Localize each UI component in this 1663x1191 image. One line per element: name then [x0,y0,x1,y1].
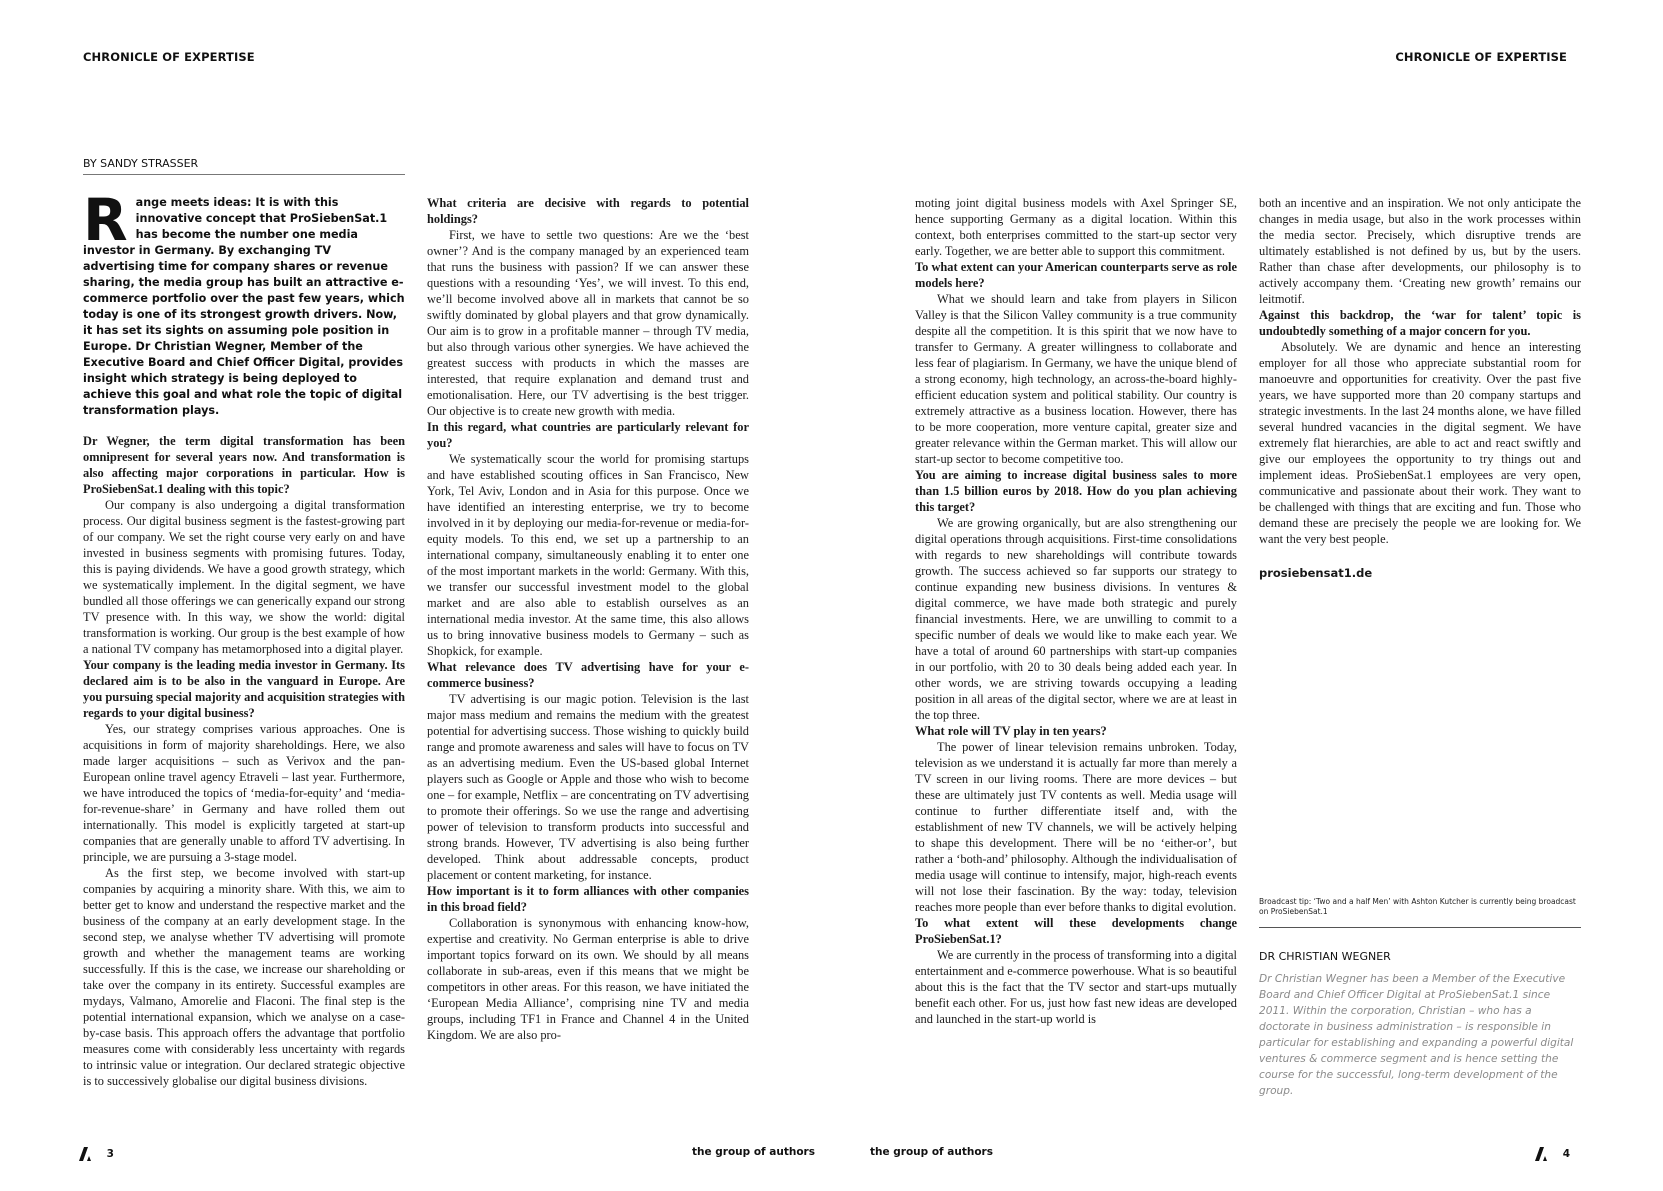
image-caption: Broadcast tip: ‘Two and a half Men’ with Ashton Kutcher is currently being broadcast on ProSiebenSat.1 [1259,897,1581,928]
continued-paragraph: moting joint digital business models with Axel Springer SE, hence supporting Germany as a digital location. Within this context, both enterprises committed to the start-up sector very early. Together, we are better able to support this commitment. [915,196,1237,258]
footer-label-right: the group of authors [870,1146,993,1158]
interview-answer: Absolutely. We are dynamic and hence an interesting employer for all those who appreciate substantial room for manoeuvre and opportunities for creativity. Over the past five years, we have supported more than 20 company startups and strategic investments. In the last 24 months alone, we have filled several hundred vacancies in the digital segment. We have extremely flat hierarchies, are able to act and react swiftly and give our employees the opportunity to try things out and implement ideas. ProSiebenSat.1 employees are very open, communicative and passionate about their work. They want to be challenged with things that are exciting and fun. Those who demand these are precisely the people we are looking for. We want the very best people. [1259,340,1581,546]
interview-answer: What we should learn and take from players in Silicon Valley is that the Silicon Valley community is a true community despite all the competition. It is this spirit that we now have to transfer to Germany. A greater willingness to collaborate and less fear of plagiarism. In Germany, we have the unique blend of a strong economy, high technology, an across-the-board highly-efficient education system and political stability. Our country is extremely attractive as a business location. However, there has to be more cooperation, more venture capital, greater size and greater relevance within the German market. This will allow our start-up sector to become competitive too. [915,292,1237,466]
byline: BY SANDY STRASSER [83,157,405,175]
interview-question: What relevance does TV advertising have for your e-commerce business? [427,660,749,690]
column-2-body [427,195,749,1043]
interview-answer: TV advertising is our magic potion. Television is the last major mass medium and remains the medium with the greatest potential for advertising success. Those wishing to quickly build range and promote awareness and sales will have to focus on TV as an advertising medium. Even the US-based global Internet players such as Google or Apple and those who wish to become one – for example, Netflix – are concentrating on TV advertising to promote their offerings. So we use the range and advertising power of television to transform products into successful and strong brands. However, TV advertising is also being further developed. Think about addressable concepts, product placement or content marketing, for instance. [427,692,749,882]
running-header-left: CHRONICLE OF EXPERTISE [83,50,255,64]
interview-answer: Collaboration is synonymous with enhancing know-how, expertise and creativity. No German enterprise is able to drive important topics forward on its own. We should by all means collaborate in sub-areas, even if this means that we might be competitors in other areas. For this reason, we have initiated the ‘European Media Alliance’, comprising nine TV and media groups, including TF1 in France and Channel 4 in the United Kingdom. We are also pro- [427,916,749,1042]
interview-question: You are aiming to increase digital business sales to more than 1.5 billion euros by 2018. How do you plan achieving this target? [915,468,1237,514]
page-number-right: 4 [1562,1148,1570,1160]
column-4 [1259,195,1581,581]
column-4-body [1259,195,1581,547]
running-header-right: CHRONICLE OF EXPERTISE [1395,50,1567,64]
interview-question: In this regard, what countries are particularly relevant for you? [427,420,749,450]
slash-logo-icon [1531,1146,1551,1162]
interview-question: Against this backdrop, the ‘war for talent’ topic is undoubtedly something of a major concern for you. [1259,308,1581,338]
interview-answer: Our company is also undergoing a digital transformation process. Our digital business segment is the fastest-growing part of our company. We set the right course very early on and have invested in business segments with promising futures. Today, this is paying dividends. We have a good growth strategy, which we systematically implement. In the digital segment, we have bundled all those offerings we can generically expand our strong TV presence with. In this way, we show the world: digital transformation is working. Our group is the best example of how a national TV company has metamorphosed into a digital player. [83,498,405,656]
interview-question: To what extent will these developments change ProSiebenSat.1? [915,916,1237,946]
lead-paragraph [83,186,405,419]
page-number-left: 3 [106,1148,114,1160]
interview-question: Dr Wegner, the term digital transformation has been omnipresent for several years now. And transformation is also affecting major corporations in particular. How is ProSiebenSat.1 dealing with this topic? [83,434,405,496]
interview-answer: First, we have to settle two questions: Are we the ‘best owner’? And is the company managed by an experienced team that runs the business with passion? If we can answer these questions with a resounding ‘Yes’, we will invest. To this end, we’ll become involved above all in markets that cannot be so swiftly dominated by global players and that grow dynamically. Our aim is to grow in a profitable manner – through TV media, but also through various other synergies. We have achieved the greatest success with products in which the masses are interested, that require explanation and demand trust and emotionalisation. Here, our TV advertising is the best trigger. Our objective is to create new growth with media. [427,228,749,418]
interview-answer: We are growing organically, but are also strengthening our digital operations through acquisitions. First-time consolidations with regards to new shareholdings will contribute towards growth. The success achieved so far supports our strategy to continue expanding new business divisions. In ventures & digital commerce, we have made both strategic and purely financial investments. Here, we are unwilling to commit to a specific number of deals we would like to make each year. We have a total of around 60 partnerships with start-up companies in our portfolio, with 20 to 30 deals being added each year. In other words, we are striving towards occupying a leading position in all areas of the digital sector, where we are at least in the top three. [915,516,1237,722]
column-1-body [83,433,405,1089]
lead-text: ange meets ideas: It is with this innovative concept that ProSiebenSat.1 has become the number one media investor in Germany. By exchanging TV advertising time for company shares or revenue sharing, the media group has built an attractive e-commerce portfolio over the past few years, which today is one of its strongest growth drivers. Now, it has set its sights on assuming pole position in Europe. Dr Christian Wegner, Member of the Executive Board and Chief Officer Digital, provides insight which strategy is being deployed to achieve this goal and what role the topic of digital transformation plays. [83,196,405,417]
interview-answer: We systematically scour the world for promising startups and have established scouting offices in San Francisco, New York, Tel Aviv, London and in Asia for this purpose. Once we have identified an interesting enterprise, we try to become involved in it by deploying our media-for-revenue or media-for-equity models. To this end, we set up a partnership to an international company, simultaneously enabling it to enter one of the most important markets in the world: Germany. With this, we transfer our successful investment model to the global market and are also able to establish ourselves as an international media investor. At the same time, this also allows us to bring innovative business models to Germany – such as Shopkick, for example. [427,452,749,658]
column-3 [915,195,1237,1027]
drop-cap: R [83,186,128,254]
interview-answer: As the first step, we become involved with start-up companies by acquiring a minority share. With this, we aim to better get to know and understand the respective market and the business of the company at an early development stage. In the second step, we analyse whether TV advertising will promote growth and whether the management teams are working successfully. If this is the case, we increase our shareholding or take over the company in its entirety. Successful examples are mydays, Valmano, Amorelie and Flaconi. The final step is the potential international expansion, which we analyse on a case-by-case basis. This approach offers the advantage that portfolio measures come with considerably less uncertainty with regards to intrinsic value or integration. Our declared strategic objective is to successively globalise our digital business divisions. [83,866,405,1088]
interview-question: What role will TV play in ten years? [915,724,1107,738]
slash-logo-icon [75,1146,95,1162]
interview-question: What criteria are decisive with regards to potential holdings? [427,196,749,226]
continued-paragraph: both an incentive and an inspiration. We not only anticipate the changes in media usage, but also in the work processes within the media sector. Precisely, which disruptive trends are ultimately established is not defined by us, but by the users. Rather than chase after developments, our philosophy is to actively accompany them. ‘Creating new growth’ remains our leitmotif. [1259,196,1581,306]
interview-answer: We are currently in the process of transforming into a digital entertainment and e-commerce powerhouse. What is so beautiful about this is the fact that the TV sector and start-ups mutually benefit each other. For us, just how fast new ideas are developed and launched in the start-up world is [915,948,1237,1026]
interview-answer: Yes, our strategy comprises various approaches. One is acquisitions in form of majority shareholdings. Here, we also made larger acquisitions – such as Verivox and the pan-European online travel agency Etraveli – last year. Furthermore, we have introduced the topics of ‘media-for-equity’ and ‘media-for-revenue-share’ in Germany and have rolled them out internationally. This model is explicitly targeted at start-up companies that are generally unable to afford TV advertising. In principle, we are pursuing a 3-stage model. [83,722,405,864]
interview-question: To what extent can your American counterparts serve as role models here? [915,260,1237,290]
interview-question: Your company is the leading media investor in Germany. Its declared aim is to be also in the vanguard in Europe. Are you pursuing special majority and acquisition strategies with regards to your digital business? [83,658,405,720]
column-3-body [915,195,1237,1027]
interview-question: How important is it to form alliances with other companies in this broad field? [427,884,749,914]
bio-text: Dr Christian Wegner has been a Member of the Executive Board and Chief Officer Digital at ProSiebenSat.1 since 2011. Within the corporation, Christian – who has a doctorate in business administration – is responsible in particular for establishing and expanding a powerful digital ventures & commerce segment and is hence setting the course for the successful, long-term development of the group. [1259,973,1574,1097]
column-1 [83,186,405,1089]
bio-name: DR CHRISTIAN WEGNER [1259,950,1391,963]
footer-left [75,1146,114,1162]
website-link[interactable]: prosiebensat1.de [1259,566,1373,580]
footer-label-left: the group of authors [692,1146,815,1158]
column-2 [427,195,749,1043]
footer-right [1531,1146,1570,1162]
interview-answer: The power of linear television remains unbroken. Today, television as we understand it is actually far more than merely a TV screen in our living rooms. There are more devices – but these are ultimately just TV contents as well. Media usage will continue to further differentiate itself and, with the establishment of new TV channels, we will be actively helping to shape this development. There will be no ‘either-or’, but rather a ‘both-and’ philosophy. Although the individualisation of media usage will continue to intensify, major, high-reach events will not lose their fascination. By the way: today, television reaches more people than ever before thanks to digital evolution. [915,740,1237,914]
